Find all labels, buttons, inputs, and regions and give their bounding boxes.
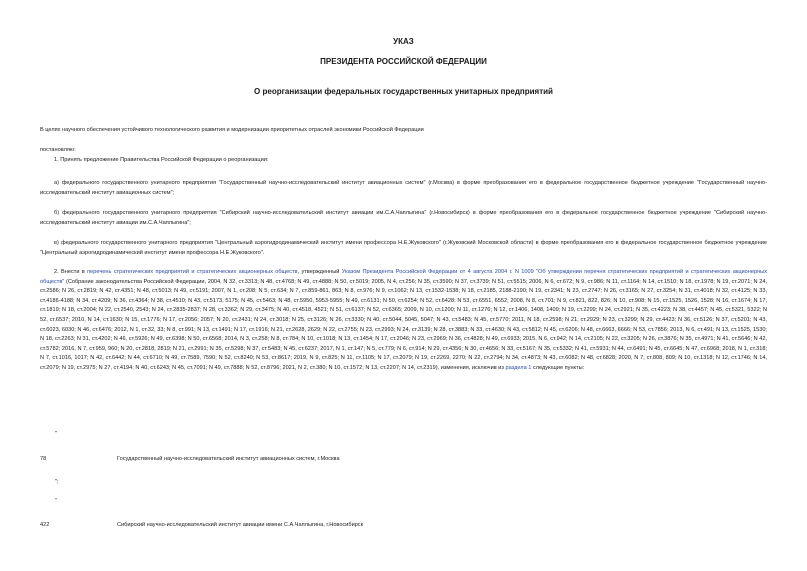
doc-heading: О реорганизации федеральных государственных унитарных предприятий	[254, 87, 553, 96]
item-2-prefix: 2. Внести в	[54, 269, 85, 275]
quote-open-2: "	[55, 498, 57, 504]
item-b: б) федерального государственного унитарного предприятия "Сибирский научно-исследовательский институт авиации им.С.А.Чаплыгина" (г.Новосибирск) в форме преобразования его в федеральное государственное бюджетное учреждение "Сибирский научно-исследовательский институт авиации им.С.А.Чаплыгина";	[40, 210, 767, 226]
decree-1009-link[interactable]: Указом Президента Российской Федерации от 4 августа 2004 г. N 1009 "Об утверждении перечня стратегических предприятий и стратегических акционерных обществ"	[40, 269, 767, 285]
quote-close-sep: ";	[55, 479, 59, 485]
strategic-list-link[interactable]: перечень стратегических предприятий и стратегических акционерных обществ	[87, 269, 298, 275]
item-a: а) федерального государственного унитарного предприятия "Государственный научно-исследовательский институт авиационных систем" (г.Москва) в форме преобразования его в федеральное государственное бюджетное учреждение "Государственный научно-исследовательский институт авиационных систем";	[40, 180, 767, 196]
decree-word: постановляю:	[40, 147, 76, 153]
item-2-text: (Собрание законодательства Российской Федерации, 2004, N 32, ст.3313; N 48, ст.4768; N 49, ст.4888; N 50, ст.5019; 2005, N 4, ст.256; N 35, ст.3590; N 37, ст.3739; N 51, ст.5515; 2006, N 6, ст.672; N 9, ст.986; N 11, ст.1164; N 14, ст.1510; N 18, ст.1978; N 19, ст.2071; N 24, ст.2586; N 26, ст.2819; N 42, ст.4351; N 48, ст.5013; N 49, ст.5191; 2007, N 1, ст.208; N 5, ст.634; N 7, ст.859-861, 863; N 8, ст.976; N 9, ст.1062; N 13, ст.1532-1538; N 18, ст.2185, 2188-2190; N 19, ст.2341; N 23, ст.2747; N 26, ст.3165; N 27, ст.3254; N 31, ст.4018; N 32, ст.4125; N 33, ст.4186-4188; N 34, ст.4209; N 36, ст.4364; N 38, ст.4510; N 43, ст.5173, 5175; N 45, ст.5463; N 48, ст.5950, 5953-5955; N 49, ст.6131; N 50, ст.6254; N 52, ст.6428; N 53, ст.6551, 6552; 2008, N 8, ст.701; N 9, ст.821, 822, 826; N 10, ст.908; N 15, ст.1525, 1526, 1528; N 16, ст.1674; N 17, ст.1819; N 18, ст.2004; N 22, ст.2540, 2543; N 24, ст.2835-2837; N 28, ст.3362; N 29, ст.3475; N 40, ст.4518, 4521; N 51, ст.6137; N 52, ст.6365; 2009, N 10, ст.1200; N 11, ст.1276; N 12, ст.1406, 1408, 1409; N 19, ст.2299; N 24, ст.2921; N 35, ст.4223; N 38, ст.4457; N 45, ст.5321, 5322; N 52, ст.6537; 2010, N 14, ст.1630; N 15, ст.1776; N 17, ст.2056; 2057; N 20, ст.2431; N 24, ст.3018; N 25, ст.3126; N 26, ст.3330; N 40, ст.5044, 5045, 5047; N 43, ст.5483; N 45, ст.5770; 2011, N 18, ст.2598; N 21, ст.2929; N 23, ст.3299; N 29, ст.4423; N 36, ст.5126; N 37, ст.5201; N 43, ст.6023, 6030; N 46, ст.6476; 2012, N 1, ст.32, 33; N 8, ст.991; N 13, ст.1491; N 17, ст.1916; N 21, ст.2628, 2629; N 22, ст.2755; N 23, ст.2993; N 24, ст.3139; N 28, ст.3883; N 33, ст.4630; N 43, ст.5812; N 45, ст.6206; N 48, ст.6663, 6666; N 53, ст.7856; 2013, N 6, ст.491; N 13, ст.1525, 1530; N 18, ст.2263; N 31, ст.4202; N 46, ст.5926; N 49, ст.6398; N 50, ст.6568; 2014, N 3, ст.258; N 8, ст.784; N 10, ст.1018; N 13, ст.1454; N 17, ст.2046; N 23, ст.2969; N 36, ст.4828; N 49, ст.6933; 2015, N 6, ст.942; N 14, ст.2105; N 22, ст.3205; N 26, ст.3876; N 35, ст.4971; N 41, ст.5646; N 42, ст.5782; 2016, N 7, ст.959, 960; N 20, ст.2818, 2819; N 21, ст.2991; N 35, ст.5298; N 37, ст.5483; N 45, ст.6237; 2017, N 1, ст.147; N 5, ст.779; N 6, ст.914; N 29, ст.4356; N 30, ст.4656; N 33, ст.5167; N 35, ст.5332; N 41, ст.5931; N 44, ст.6491; N 45, ст.6645; N 47, ст.6968; 2018, N 1, ст.318; N 7, ст.1016, 1017; N 42, ст.6442; N 44, ст.6710; N 49, ст.7589, 7590; N 52, ст.8240; N 53, ст.8617; 2019, N 9, ст.825; N 11, ст.1105; N 17, ст.2079; N 19, ст.2269, 2270; N 22, ст.2794; N 34, ст.4873; N 43, ст.6082; N 48, ст.6828; 2020, N 7, ст.808, 809; N 10, ст.1318; N 12, ст.1746; N 14, ст.2079; N 19, ст.2975; N 27, ст.4194; N 40, ст.6243; N 45, ст.7091; N 49, ст.7888; N 52, ст.8796; 2021, N 2, ст.380; N 10, ст.1572; N 13, ст.2207; N 14, ст.2319), изменения, исключив из	[40, 278, 768, 371]
quote-open-1: "	[55, 431, 57, 437]
section-1-link[interactable]: раздела 1	[505, 364, 532, 371]
item-2-mid: , утвержденный	[297, 269, 340, 275]
intro-paragraph: В целях научного обеспечения устойчивого технологического развития и модернизации приоритетных отраслей экономики Российской Федерации	[40, 127, 424, 133]
item-2-suffix: следующие пункты:	[532, 364, 585, 371]
doc-type-title: УКАЗ	[393, 37, 414, 46]
item-c: в) федерального государственного унитарного предприятия "Центральный аэрогидродинамический институт имени профессора Н.Е.Жуковского" (г.Жуковский Московской области) в форме преобразования его в федеральное государственное бюджетное учреждение "Центральный аэрогидродинамический институт имени профессора Н.Е.Жуковского".	[40, 240, 767, 256]
item-2	[40, 268, 767, 374]
doc-issuer: ПРЕЗИДЕНТА РОССИЙСКОЙ ФЕДЕРАЦИИ	[320, 57, 487, 66]
row-422-number: 422	[40, 522, 50, 528]
row-78-text: Государственный научно-исследовательский институт авиационных систем, г.Москва	[117, 456, 340, 462]
row-422-text: Сибирский научно-исследовательский институт авиации имени С.А.Чаплыгина, г.Новосибирск	[117, 522, 364, 528]
item-1: 1. Принять предложение Правительства Российской Федерации о реорганизации:	[54, 157, 269, 163]
row-78-number: 78	[40, 456, 47, 462]
